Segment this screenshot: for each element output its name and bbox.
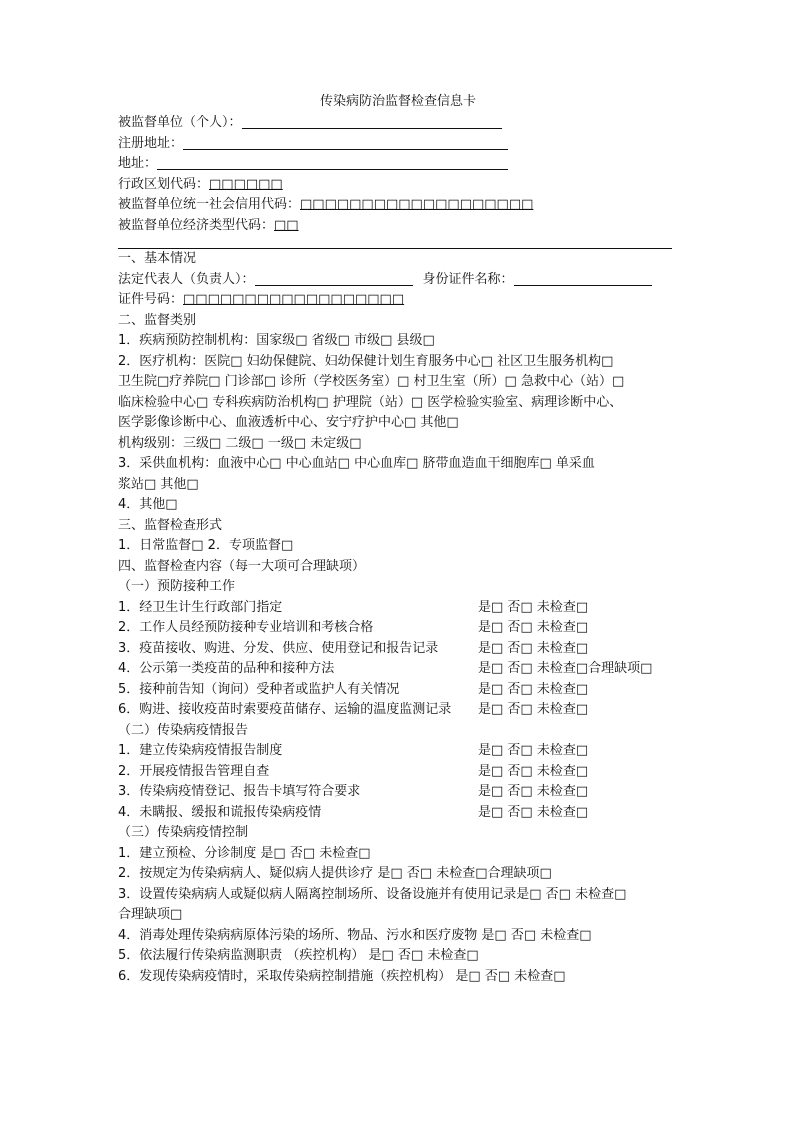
check-options[interactable]: 是□ 否□ 未检查□ <box>478 620 589 635</box>
section2-line: 医学影像诊断中心、血液透析中心、安宁疗护中心□ 其他□ <box>118 415 459 430</box>
control-line[interactable]: 4．消毒处理传染病病原体污染的场所、物品、污水和医疗废物 是□ 否□ 未检查□ <box>118 927 592 943</box>
check-item <box>118 598 678 619</box>
section2-line: 2．医疗机构：医院□ 妇幼保健院、妇幼保健计划生育服务中心□ 社区卫生服务机构□ <box>118 353 614 369</box>
unit-blank[interactable] <box>242 114 502 129</box>
econ-type-label: 被监督单位经济类型代码： <box>118 217 275 233</box>
check-options[interactable]: 是□ 否□ 未检查□ <box>478 599 589 615</box>
control-line[interactable]: 1．建立预检、分诊制度 是□ 否□ 未检查□ <box>118 845 371 861</box>
section2-heading: 二、监督类别 <box>118 312 197 328</box>
section2-line: 机构级别：三级□ 二级□ 一级□ 未定级□ <box>118 435 362 451</box>
section2-line: 3．采供血机构：血液中心□ 中心血站□ 中心血库□ 脐带血造血干细胞库□ 单采血 <box>118 456 595 471</box>
id-name-label: 身份证件名称： <box>422 271 514 287</box>
check-options[interactable]: 是□ 否□ 未检查□ <box>478 784 589 799</box>
check-item <box>118 782 678 803</box>
credit-code-label: 被监督单位统一社会信用代码： <box>118 197 301 212</box>
check-question: 5．接种前告知（询问）受种者或监护人有关情况 <box>118 681 400 697</box>
credit-code-boxes[interactable]: □□□□□□□□□□□□□□□□□□□ <box>300 197 534 212</box>
reg-address-label: 注册地址： <box>118 135 184 151</box>
check-options[interactable]: 是□ 否□ 未检查□ <box>478 640 589 656</box>
group-title: （一）预防接种工作 <box>118 579 236 594</box>
group-title: （二）传染病疫情报告 <box>118 722 249 738</box>
section3-line: 1．日常监督□ 2．专项监督□ <box>118 538 294 553</box>
check-item <box>118 639 678 660</box>
check-question: 4．公示第一类疫苗的品种和接种方法 <box>118 661 335 676</box>
check-item <box>118 618 678 639</box>
check-question: 3．疫苗接收、购进、分发、供应、使用登记和报告记录 <box>118 640 439 656</box>
section2-line: 1．疾病预防控制机构：国家级□ 省级□ 市级□ 县级□ <box>118 333 435 348</box>
section3-heading: 三、监督检查形式 <box>118 517 223 533</box>
check-options[interactable]: 是□ 否□ 未检查□ <box>478 702 589 717</box>
id-name-blank[interactable] <box>514 271 652 286</box>
check-options[interactable]: 是□ 否□ 未检查□ <box>478 743 589 758</box>
econ-type-boxes[interactable]: □□ <box>274 217 299 233</box>
check-question: 2．开展疫情报告管理自查 <box>118 763 270 779</box>
document-title: 传染病防治监督检查信息卡 <box>319 94 476 109</box>
unit-field <box>118 113 678 134</box>
region-code-boxes[interactable]: □□□□□□ <box>209 176 283 192</box>
id-no-label: 证件号码： <box>118 292 184 307</box>
address-field <box>118 154 678 175</box>
group-title: （三）传染病疫情控制 <box>118 825 249 840</box>
section4-heading: 四、监督检查内容（每一大项可合理缺项） <box>118 558 366 574</box>
check-item <box>118 680 678 701</box>
control-line[interactable]: 合理缺项□ <box>118 907 183 922</box>
check-item <box>118 741 678 762</box>
credit-code-field <box>118 195 678 216</box>
econ-type-field <box>118 216 678 237</box>
check-options[interactable]: 是□ 否□ 未检查□ <box>478 681 589 697</box>
id-no-boxes[interactable]: □□□□□□□□□□□□□□□□□□ <box>183 292 405 307</box>
check-item <box>118 762 678 783</box>
check-question: 3．传染病疫情登记、报告卡填写符合要求 <box>118 784 361 799</box>
check-options[interactable]: 是□ 否□ 未检查□合理缺项□ <box>478 661 653 676</box>
check-question: 4．未瞒报、缓报和谎报传染病疫情 <box>118 804 322 820</box>
check-question: 2．工作人员经预防接种专业培训和考核合格 <box>118 620 374 635</box>
section2-line: 临床检验中心□ 专科疾病防治机构□ 护理院（站）□ 医学检验实验室、病理诊断中心、 <box>118 394 623 410</box>
section2-line: 4．其他□ <box>118 497 178 512</box>
check-item <box>118 659 678 680</box>
check-item <box>118 700 678 721</box>
legal-rep-blank[interactable] <box>255 271 413 286</box>
section2-line: 卫生院□疗养院□ 门诊部□ 诊所（学校医务室）□ 村卫生室（所）□ 急救中心（站）□ <box>118 374 625 389</box>
section1-heading: 一、基本情况 <box>118 251 197 266</box>
check-options[interactable]: 是□ 否□ 未检查□ <box>478 763 589 779</box>
region-code-field <box>118 175 678 196</box>
control-line[interactable]: 5．依法履行传染病监测职责 （疾控机构） 是□ 否□ 未检查□ <box>118 948 479 963</box>
control-line[interactable]: 2．按规定为传染病病人、疑似病人提供诊疗 是□ 否□ 未检查□合理缺项□ <box>118 866 552 881</box>
check-question: 1．经卫生计生行政部门指定 <box>118 599 283 615</box>
check-question: 6．购进、接收疫苗时索要疫苗储存、运输的温度监测记录 <box>118 702 452 717</box>
id-no-row <box>118 290 678 311</box>
legal-rep-label: 法定代表人（负责人）： <box>118 271 255 287</box>
document-page <box>118 92 678 987</box>
control-line[interactable]: 3．设置传染病病人或疑似病人隔离控制场所、设备设施并有使用记录是□ 否□ 未检查□ <box>118 886 627 902</box>
reg-address-field <box>118 134 678 155</box>
check-question: 1．建立传染病疫情报告制度 <box>118 743 283 758</box>
legal-rep-row <box>118 270 678 291</box>
region-code-label: 行政区划代码： <box>118 176 210 192</box>
reg-address-blank[interactable] <box>183 135 508 150</box>
unit-label: 被监督单位（个人）： <box>118 115 242 130</box>
check-options[interactable]: 是□ 否□ 未检查□ <box>478 804 589 820</box>
address-label: 地址： <box>118 156 158 171</box>
check-item <box>118 803 678 824</box>
control-line[interactable]: 6．发现传染病疫情时，采取传染病控制措施（疾控机构） 是□ 否□ 未检查□ <box>118 968 566 984</box>
address-blank[interactable] <box>157 155 508 170</box>
section2-line: 浆站□ 其他□ <box>118 476 199 492</box>
